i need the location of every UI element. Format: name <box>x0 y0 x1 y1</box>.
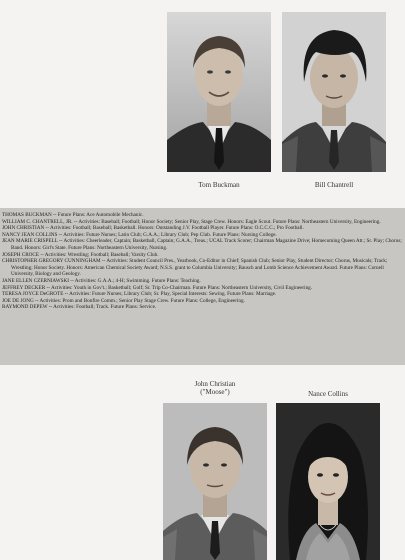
bio-entry: JOE DE JONG -- Activities: Prom and Bonfire Comm.; Senior Play Stage Crew. Future Plans: College, Engineering. <box>2 297 245 304</box>
bio-entry: THOMAS BUCKMAN -- Future Plans: Ace Automobile Mechanic. <box>2 212 144 218</box>
caption-nickname: ("Moose") <box>200 388 230 396</box>
bio-entry: CHRISTOPHER GREGORY CUNNINGHAM -- Activities: Student Council Pres., Yearbook, Co-Editor in Chief; Spanish Club; Senior Play, Student Director; Chorus, Musicals; Track; Wrestling; Honor Society. Honors: American Chemical Society Award; N.S.S. grant to Columbia University; Bausch and Lomb Science Achievement Award. Future Plans: Cornell University, Biology and Geology. <box>2 258 388 278</box>
bio-entry: JOSEPH CROCE -- Activities: Wrestling; Football; Baseball; Varsity Club. <box>2 251 159 258</box>
bio-entry: JEAN MARIE CRISPELL -- Activities: Cheerleader, Captain; Basketball, Captain; G.A.A., Treas.; UCAL Track Scorer; Chairman Magazine Drive; Homecoming Queen Att.; Sr. Play; Chorus; Band. Honors: Girl's State. Future Plans: Northeastern University, Nursing. <box>2 238 402 251</box>
portrait-john-christian <box>163 403 267 560</box>
caption-tom-buckman: Tom Buckman <box>198 181 240 189</box>
portrait-tom-buckman <box>167 12 271 172</box>
caption-john-christian <box>163 380 267 396</box>
bio-entry: NANCY JEAN COLLINS -- Activities: Future Nurses; Latin Club; G.A.A.; Library Club; Pep Club. Future Plans: Nursing College. <box>2 231 277 238</box>
bio-entry: JOHN CHRISTIAN -- Activities: Football; Baseball; Basketball. Honors: Outstanding J.V. Football Player. Future Plans: O.C.C.C.; Pro Football. <box>2 225 304 232</box>
bio-entry: TERESA JOYCE DeGROTE -- Activities: Future Nurses; Library Club; Sr. Play, Special Interests: Sewing. Future Plans: Marriage. <box>2 291 277 298</box>
bio-entry: WILLIAM C. CHANTRELL, JR. -- Activities: Baseball; Football; Honor Society; Senior Play, Stage Crew. Honors: Eagle Scout. Future Plans: Northeastern University, Engineering. <box>2 218 381 225</box>
caption-nance-collins: Nance Collins <box>308 390 348 398</box>
senior-biographies <box>2 212 402 311</box>
caption-bill-chantrell: Bill Chantrell <box>314 181 354 189</box>
bio-entry: JEFFREY DECKER -- Activities: Youth in Gov't.; Basketball; Golf; Sr. Trip Co-Chairman. Future Plans: Northeastern University, Civil Engineering. <box>2 284 313 291</box>
portrait-bill-chantrell <box>282 12 386 172</box>
caption-name: John Christian <box>194 380 236 388</box>
portrait-nance-collins <box>276 403 380 560</box>
bio-entry: JANE ELLEN CZERNIAWSKI -- Activities: G.A.A.; 4-H; Swimming. Future Plans: Teaching. <box>2 277 201 284</box>
bio-entry: RAYMOND DEPEW -- Activities: Football; Track. Future Plans: Service. <box>2 304 157 311</box>
